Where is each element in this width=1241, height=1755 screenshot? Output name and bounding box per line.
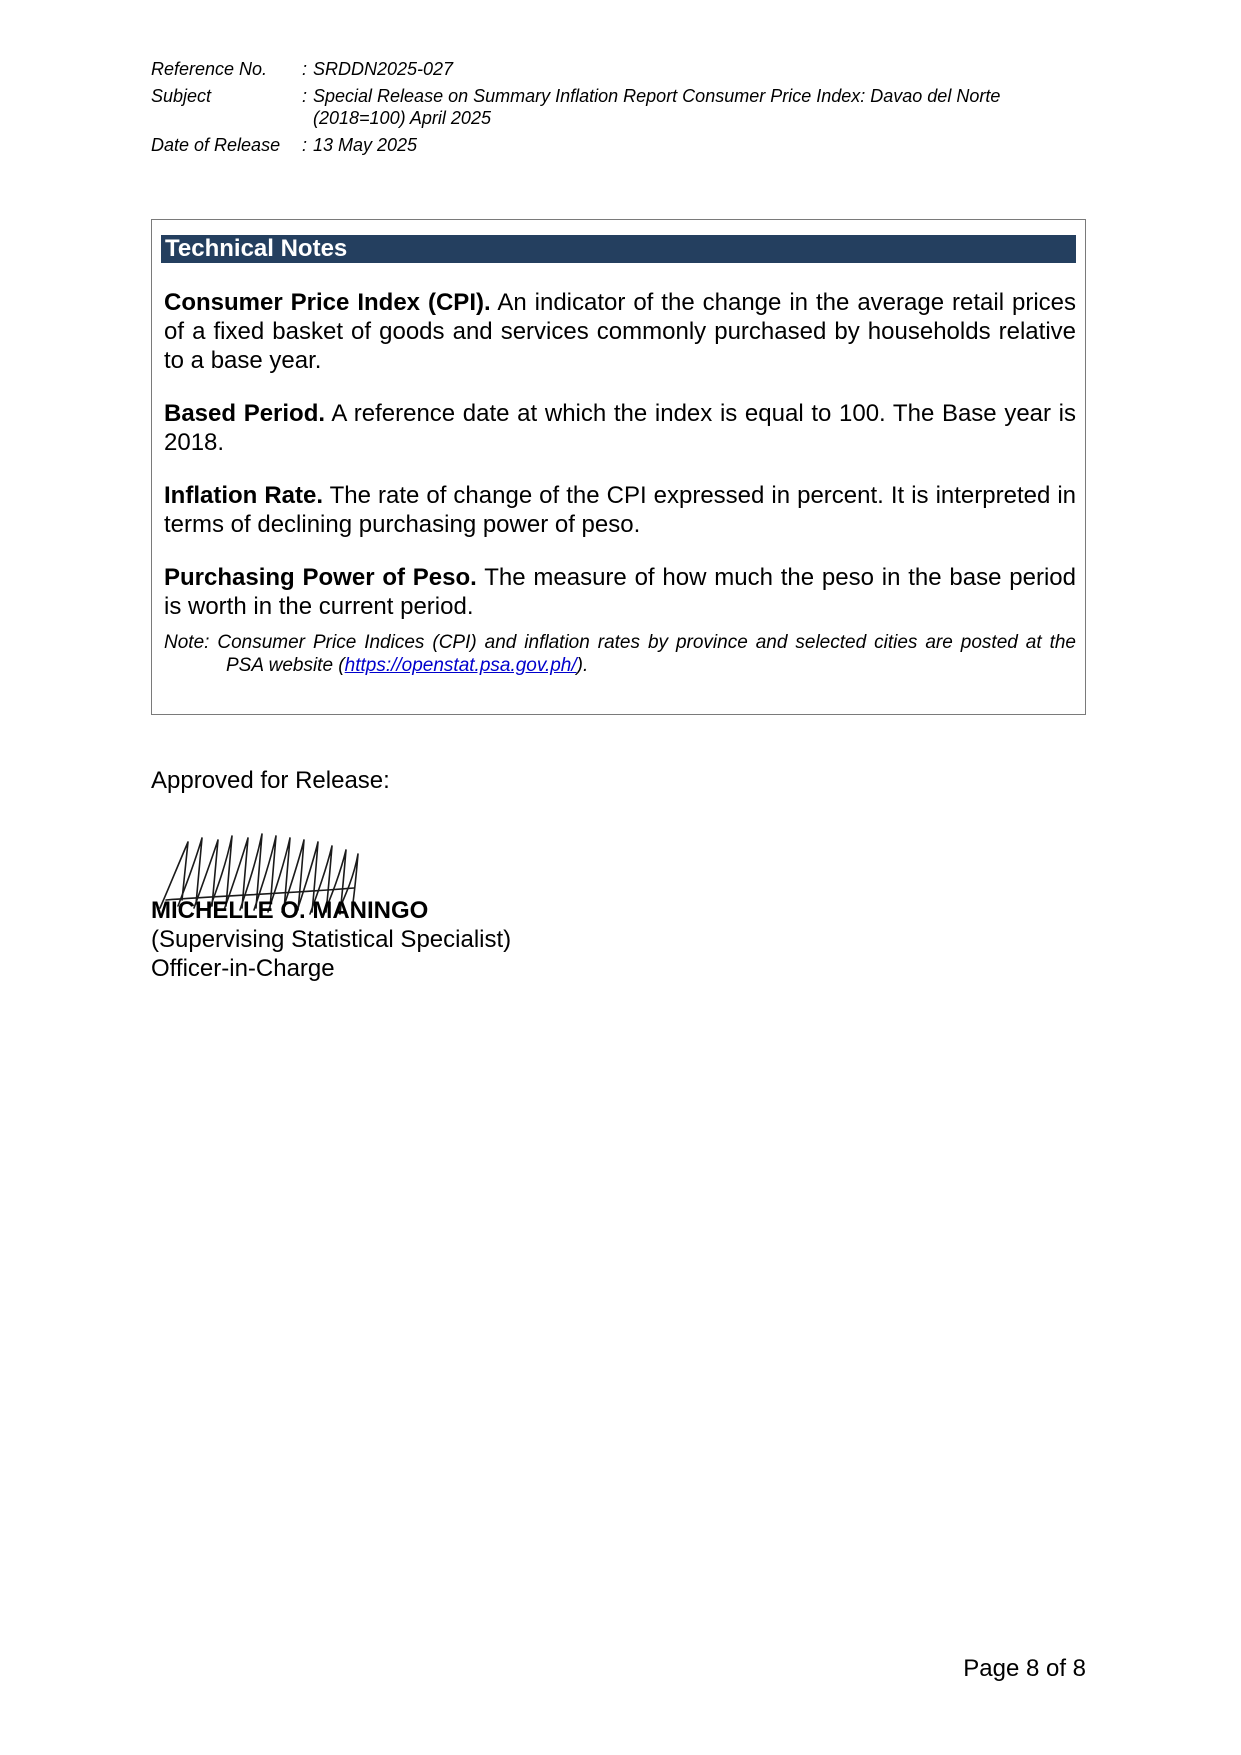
subject-colon: :	[302, 86, 308, 106]
header-row-release-date	[151, 134, 1091, 156]
release-date-value: 13 May 2025	[313, 135, 418, 155]
technical-notes-body	[164, 288, 1076, 677]
definition-term: Based Period.	[164, 400, 326, 427]
subject-label: Subject	[151, 86, 212, 106]
subject-value: Special Release on Summary Inflation Report Consumer Price Index: Davao del Norte (2018=100) April 2025	[313, 86, 1001, 128]
psa-openstat-link[interactable]: https://openstat.psa.gov.ph/	[344, 655, 577, 676]
definition-term: Purchasing Power of Peso.	[164, 564, 477, 591]
footnote-prefix: Note: Consumer Price Indices (CPI) and inflation rates by province and selected cities are posted at the PSA website (	[164, 632, 1076, 676]
reference-value: SRDDN2025-027	[313, 59, 454, 79]
definition-cpi	[164, 288, 1076, 375]
footnote	[164, 631, 1076, 677]
header-row-subject	[151, 85, 1091, 129]
header-row-reference	[151, 58, 1091, 80]
page-number: Page 8 of 8	[963, 1655, 1086, 1682]
release-date-label: Date of Release	[151, 135, 281, 155]
reference-colon: :	[302, 59, 308, 79]
signatory-title: (Supervising Statistical Specialist)	[151, 926, 512, 953]
definition-term: Inflation Rate.	[164, 482, 324, 509]
document-header	[151, 58, 1091, 161]
signatory-role: Officer-in-Charge	[151, 955, 335, 982]
definition-purchasing-power	[164, 563, 1076, 621]
release-date-colon: :	[302, 135, 308, 155]
technical-notes-title: Technical Notes	[161, 235, 1076, 263]
definition-base-period	[164, 399, 1076, 457]
definition-text: An indicator of the change in the average retail prices of a fixed basket of goods and services commonly purchased by households relative to a base year.	[164, 289, 1077, 374]
signatory-block	[151, 896, 511, 983]
approved-for-release-label: Approved for Release:	[151, 767, 390, 794]
definition-inflation-rate	[164, 481, 1076, 539]
definition-text: The measure of how much the peso in the base period is worth in the current period.	[164, 564, 1076, 620]
reference-label: Reference No.	[151, 59, 268, 79]
technical-notes-box	[151, 219, 1086, 715]
definition-text: A reference date at which the index is equal to 100. The Base year is 2018.	[164, 400, 1076, 456]
footnote-suffix: ).	[576, 655, 589, 676]
signatory-name: MICHELLE O. MANINGO	[151, 897, 429, 924]
definition-text: The rate of change of the CPI expressed in percent. It is interpreted in terms of declining purchasing power of peso.	[164, 482, 1077, 538]
definition-term: Consumer Price Index (CPI).	[164, 289, 491, 316]
